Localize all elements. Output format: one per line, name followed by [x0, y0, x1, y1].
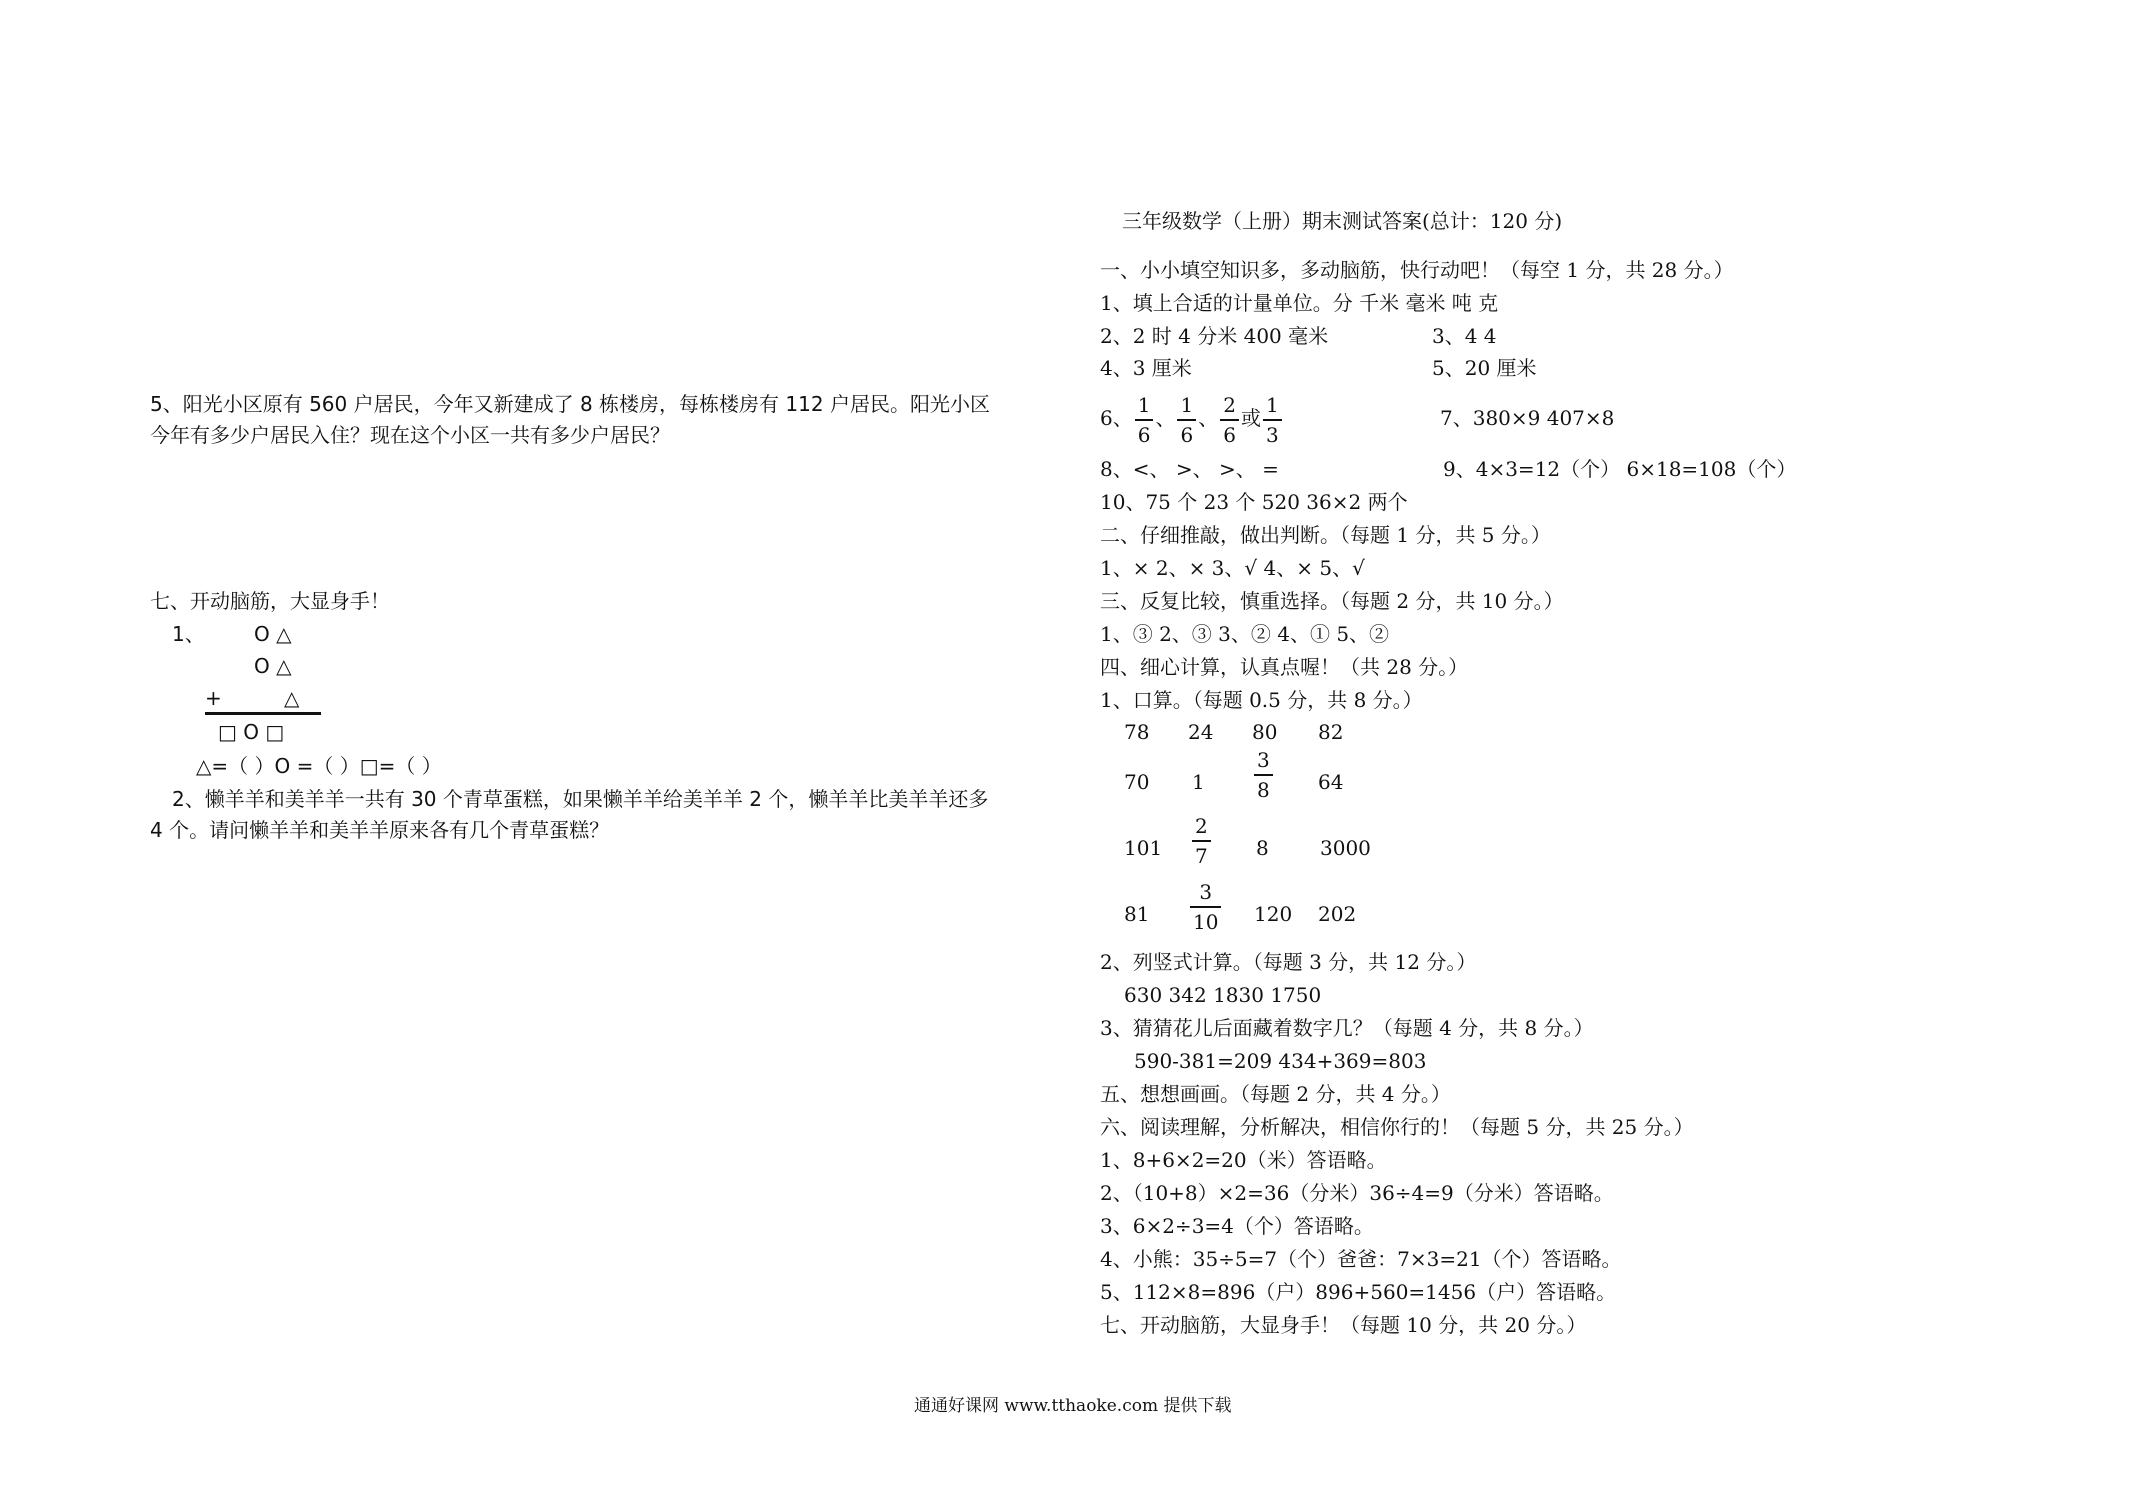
fraction: [1220, 391, 1239, 449]
answer-title: 三年级数学（上册）期末测试答案(总计：120 分): [1122, 209, 1563, 233]
fraction-numerator: 3: [1254, 746, 1273, 776]
fraction-denominator: 3: [1265, 422, 1279, 447]
s4-sub2: 2、列竖式计算。（每题 3 分，共 12 分。）: [1100, 950, 1477, 974]
puzzle-plus: +: [205, 686, 222, 710]
calc-cell: 3000: [1320, 836, 1371, 860]
s1-a2: 2、2 时 4 分米 400 毫米: [1100, 324, 1329, 348]
fraction: [1135, 391, 1154, 449]
calc-cell: 82: [1318, 720, 1344, 744]
s4-sub3: 3、猜猜花儿后面藏着数字几？（每题 4 分，共 8 分。）: [1100, 1016, 1594, 1040]
calc-cell: 81: [1124, 902, 1150, 926]
puzzle-sum-line: [205, 712, 321, 715]
left-q2-line2: 4 个。请问懒羊羊和美羊羊原来各有几个青草蛋糕？: [150, 818, 610, 842]
s1-header: 一、小小填空知识多，多动脑筋，快行动吧！（每空 1 分，共 28 分。）: [1100, 258, 1734, 282]
s6-a4: 4、小熊：35÷5=7（个）爸爸：7×3=21（个）答语略。: [1100, 1247, 1622, 1271]
s3-header: 三、反复比较，慎重选择。（每题 2 分，共 10 分。）: [1100, 589, 1564, 613]
s6-a2: 2、（10+8）×2=36（分米）36÷4=9（分米）答语略。: [1100, 1181, 1614, 1205]
calc-cell: 24: [1188, 720, 1214, 744]
s1-a6: [1100, 388, 1284, 449]
s1-a8: 8、<、 >、 >、 =: [1100, 457, 1279, 481]
left-q5-line2: 今年有多少户居民入住？现在这个小区一共有多少户居民？: [150, 423, 670, 447]
s6-a3: 3、6×2÷3=4（个）答语略。: [1100, 1214, 1374, 1238]
calc-cell: 64: [1318, 770, 1344, 794]
fraction-separator: 、: [1198, 406, 1219, 430]
calc-cell: 120: [1254, 902, 1293, 926]
fraction-separator: 、: [1155, 406, 1176, 430]
fraction-separator: 或: [1240, 406, 1261, 430]
left-q1-label: 1、: [172, 622, 205, 646]
calc-cell: 1: [1192, 770, 1205, 794]
fraction: [1188, 878, 1223, 936]
fraction-denominator: 6: [1180, 422, 1194, 447]
s2-header: 二、仔细推敲，做出判断。（每题 1 分，共 5 分。）: [1100, 523, 1551, 547]
fraction-denominator: 6: [1137, 422, 1151, 447]
fraction-numerator: 2: [1220, 391, 1239, 421]
s1-a5: 5、20 厘米: [1432, 356, 1537, 380]
fraction-numerator: 1: [1177, 391, 1196, 421]
calc-cell: 70: [1124, 770, 1150, 794]
s5-header: 五、想想画画。（每题 2 分，共 4 分。）: [1100, 1082, 1451, 1106]
fraction-denominator: 6: [1223, 422, 1236, 447]
s7-header: 七、开动脑筋，大显身手！（每题 10 分，共 20 分。）: [1100, 1313, 1587, 1337]
footer-credit: 通通好课网 www.tthaoke.com 提供下载: [914, 1396, 1232, 1416]
calc-cell: 80: [1252, 720, 1278, 744]
left-q5-line1: 5、阳光小区原有 560 户居民，今年又新建成了 8 栋楼房，每栋楼房有 112 户居民。阳光小区: [150, 392, 990, 416]
puzzle-row-2: O △: [254, 654, 292, 678]
fraction-denominator: 8: [1257, 778, 1270, 802]
calc-cell: 8: [1256, 836, 1269, 860]
s1-a6-prefix: 6、: [1100, 406, 1133, 430]
s4-sub1: 1、口算。（每题 0.5 分，共 8 分。）: [1100, 688, 1423, 712]
fraction-numerator: 2: [1192, 812, 1211, 842]
calc-cell: 101: [1124, 836, 1163, 860]
puzzle-result: □ O □: [218, 720, 285, 744]
fraction-denominator: 7: [1195, 844, 1208, 868]
fraction: [1252, 746, 1275, 804]
fraction: [1263, 391, 1282, 449]
s6-a1: 1、8+6×2=20（米）答语略。: [1100, 1148, 1387, 1172]
left-q2-line1: 2、懒羊羊和美羊羊一共有 30 个青草蛋糕，如果懒羊羊给美羊羊 2 个，懒羊羊比美羊羊还多: [172, 787, 989, 811]
fraction: [1177, 391, 1196, 449]
s1-a3: 3、4 4: [1432, 324, 1497, 348]
s6-a5: 5、112×8=896（户）896+560=1456（户）答语略。: [1100, 1280, 1617, 1304]
s1-a1: 1、填上合适的计量单位。分 千米 毫米 吨 克: [1100, 291, 1499, 315]
fraction-numerator: 3: [1190, 878, 1221, 908]
left-section7-title: 七、开动脑筋，大显身手！: [150, 589, 390, 613]
fraction-numerator: 1: [1135, 391, 1154, 421]
s1-a9: 9、4×3=12（个） 6×18=108（个）: [1443, 457, 1797, 481]
calc-cell: 78: [1124, 720, 1150, 744]
s2-answers: 1、× 2、× 3、√ 4、× 5、√: [1100, 556, 1365, 580]
fraction: [1190, 812, 1213, 870]
s6-header: 六、阅读理解，分析解决，相信你行的！（每题 5 分，共 25 分。）: [1100, 1115, 1694, 1139]
s4-sub2-answers: 630 342 1830 1750: [1124, 983, 1322, 1007]
s1-a10: 10、75 个 23 个 520 36×2 两个: [1100, 490, 1408, 514]
fraction-denominator: 10: [1193, 910, 1219, 934]
s4-sub3-answers: 590-381=209 434+369=803: [1134, 1049, 1427, 1073]
puzzle-row-1: O △: [254, 622, 292, 646]
calc-cell: 202: [1318, 902, 1357, 926]
s3-answers: 1、③ 2、③ 3、② 4、① 5、②: [1100, 622, 1390, 646]
s4-header: 四、细心计算，认真点喔！（共 28 分。）: [1100, 655, 1469, 679]
s1-a7: 7、380×9 407×8: [1440, 406, 1615, 430]
s1-a4: 4、3 厘米: [1100, 356, 1192, 380]
fraction-numerator: 1: [1263, 391, 1282, 421]
puzzle-blanks: △=（ ）O =（ ）□=（ ）: [196, 754, 442, 778]
puzzle-row-3: △: [284, 686, 300, 710]
